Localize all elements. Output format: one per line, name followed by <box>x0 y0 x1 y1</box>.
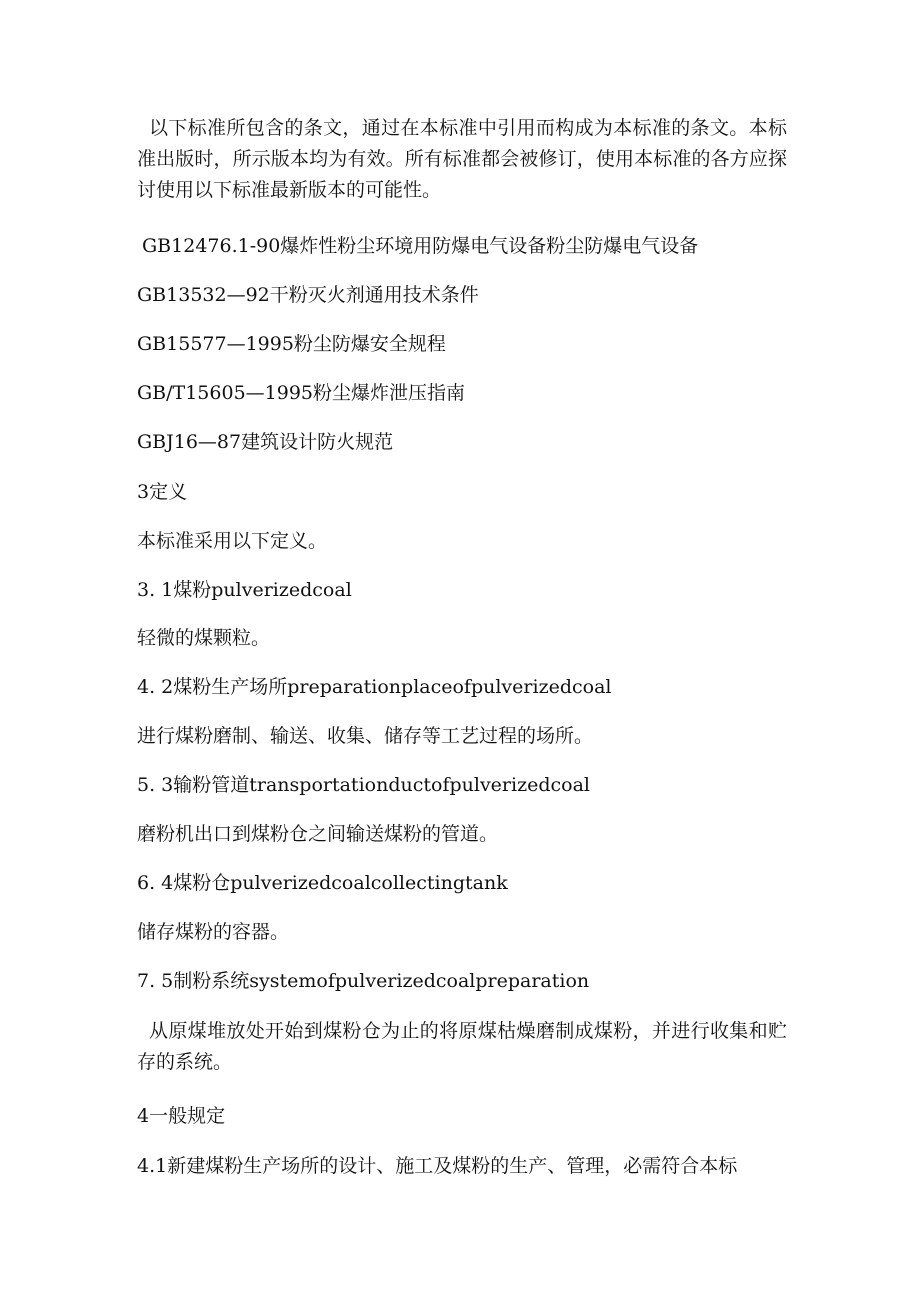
definition-term-pulverized-coal: 3. 1煤粉pulverizedcoal <box>137 579 352 601</box>
reference-gb13532: GB13532—92干粉灭火剂通用技术条件 <box>137 284 479 306</box>
definition-text-pulverized-coal: 轻微的煤颗粒。 <box>137 627 271 649</box>
definition-term-preparation-system: 7. 5制粉系统systemofpulverizedcoalpreparation <box>137 970 590 992</box>
general-rule-4-1: 4.1新建煤粉生产场所的设计、施工及煤粉的生产、管理，必需符合本标 <box>137 1155 738 1177</box>
definition-text-transportation-duct: 磨粉机出口到煤粉仓之间输送煤粉的管道。 <box>137 823 499 845</box>
definition-text-preparation-system: 从原煤堆放处开始到煤粉仓为止的将原煤枯燥磨制成煤粉，并进行收集和贮存的系统。 <box>137 1020 787 1073</box>
definitions-intro: 本标准采用以下定义。 <box>137 530 328 552</box>
reference-gbt15605: GB/T15605—1995粉尘爆炸泄压指南 <box>137 382 466 404</box>
section-heading-general-rules: 4一般规定 <box>137 1105 226 1127</box>
reference-gbj16: GBJ16—87建筑设计防火规范 <box>137 431 394 453</box>
definition-text-preparation-place: 进行煤粉磨制、输送、收集、储存等工艺过程的场所。 <box>137 725 594 747</box>
definition-term-collecting-tank: 6. 4煤粉仓pulverizedcoalcollectingtank <box>137 872 508 894</box>
section-heading-definitions: 3定义 <box>137 481 188 503</box>
definition-term-transportation-duct: 5. 3输粉管道transportationductofpulverizedcoal <box>137 774 590 796</box>
reference-gb15577: GB15577—1995粉尘防爆安全规程 <box>137 333 446 355</box>
reference-gb12476: GB12476.1-90爆炸性粉尘环境用防爆电气设备粉尘防爆电气设备 <box>142 235 699 257</box>
definition-text-collecting-tank: 储存煤粉的容器。 <box>137 921 290 943</box>
intro-paragraph: 以下标准所包含的条文，通过在本标准中引用而构成为本标准的条文。本标准出版时，所示版本均为有效。所有标准都会被修订，使用本标准的各方应探讨使用以下标准最新版本的可能性。 <box>137 117 787 201</box>
definition-term-preparation-place: 4. 2煤粉生产场所preparationplaceofpulverizedcoal <box>137 676 612 698</box>
